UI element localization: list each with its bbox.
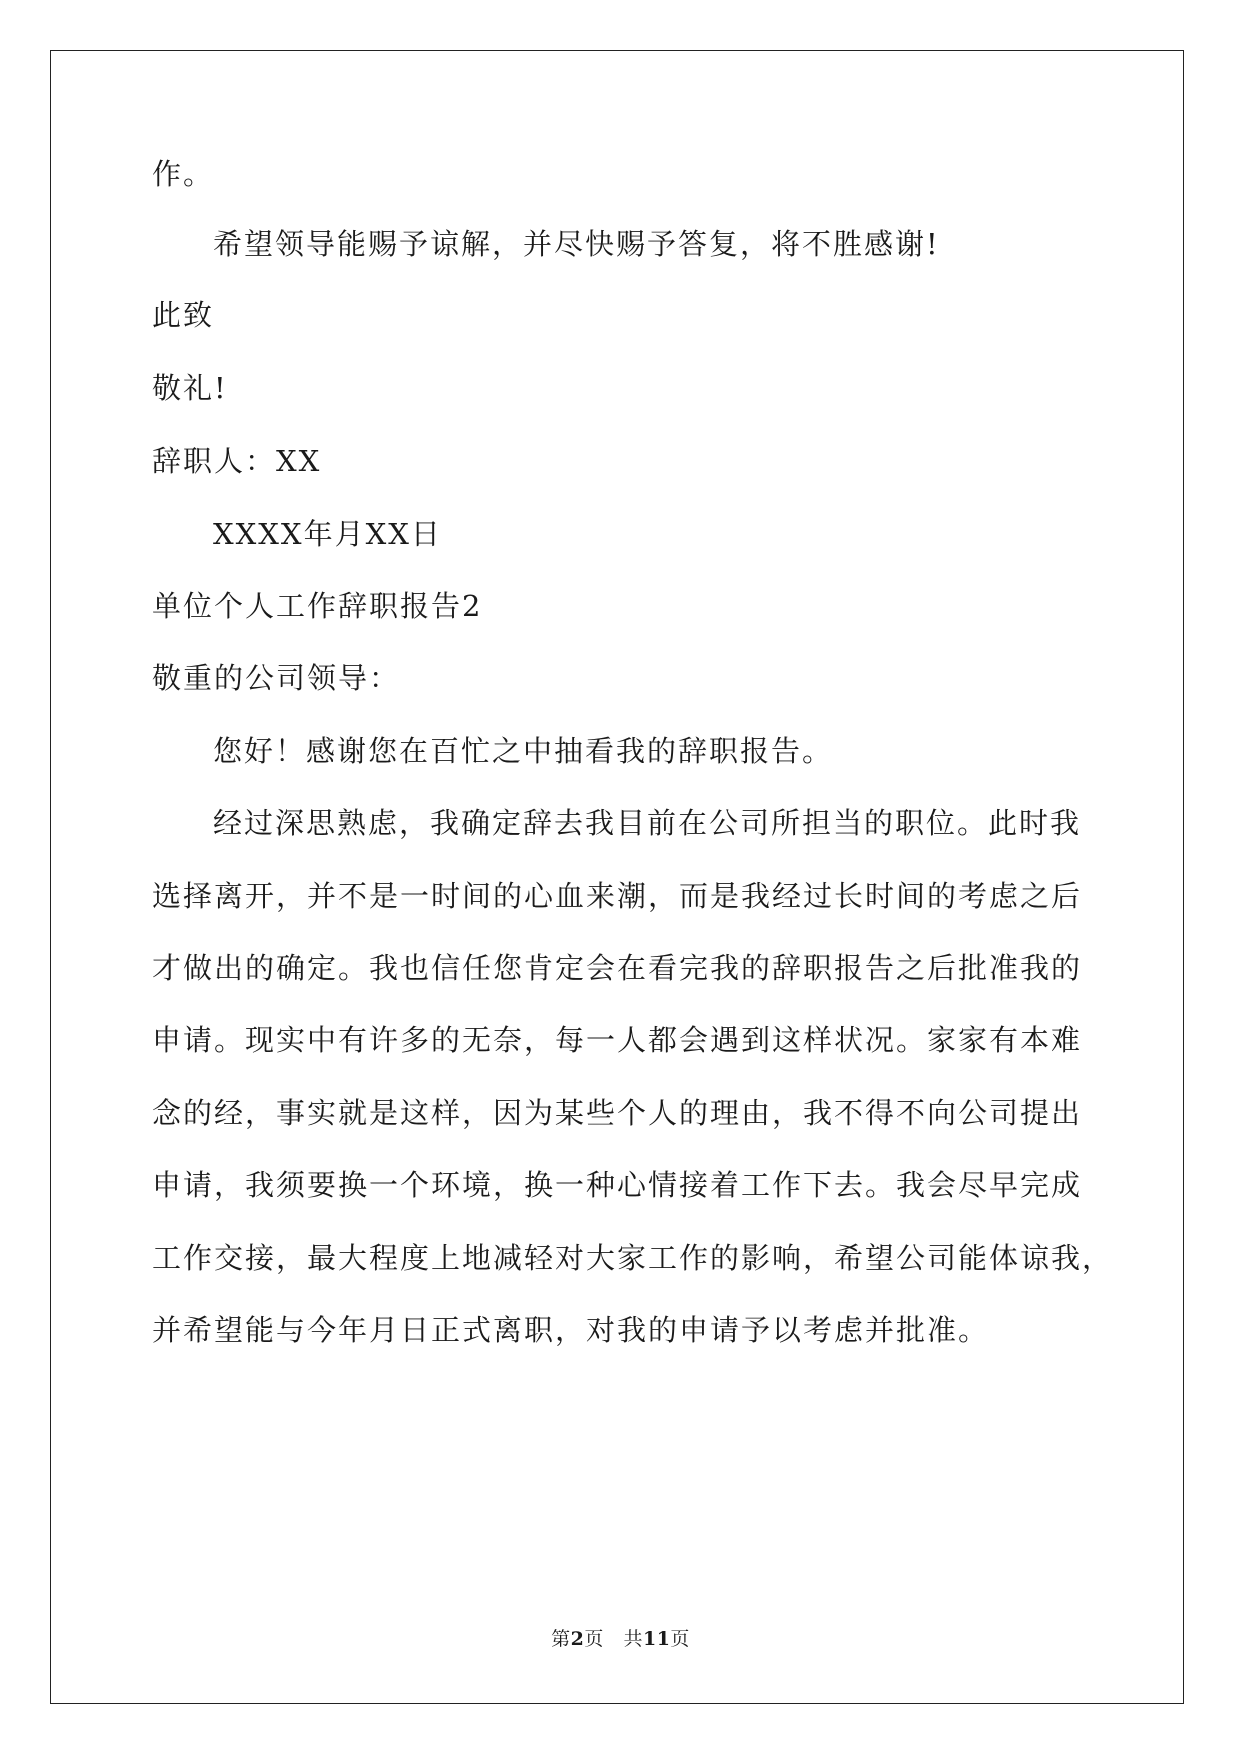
page-suffix: 页 [584, 1628, 604, 1650]
text-line-13: 申请。现实中有许多的无奈，每一人都会遇到这样状况。家家有本难 [152, 1023, 1083, 1057]
text-line-12: 才做出的确定。我也信任您肯定会在看完我的辞职报告之后批准我的 [152, 951, 1083, 985]
page-number: 2 [570, 1628, 585, 1650]
text-line-15: 申请，我须要换一个环境，换一种心情接着工作下去。我会尽早完成 [152, 1168, 1083, 1202]
text-line-9: 您好！感谢您在百忙之中抽看我的辞职报告。 [213, 734, 834, 768]
text-line-salute: 敬礼! [152, 371, 228, 405]
text-line-2: 希望领导能赐予谅解，并尽快赐予答复，将不胜感谢! [213, 227, 940, 261]
text-line-1: 作。 [152, 157, 215, 191]
page-footer [0, 1627, 1241, 1651]
page-border [50, 50, 1184, 1704]
text-line-greeting: 敬重的公司领导： [152, 661, 401, 695]
page-prefix: 第 [551, 1628, 571, 1650]
text-line-signer: 辞职人：XX [152, 444, 322, 478]
text-line-date: XXXX年月XX日 [213, 517, 442, 551]
text-line-10: 经过深思熟虑，我确定辞去我目前在公司所担当的职位。此时我 [213, 806, 1082, 840]
text-line-14: 念的经，事实就是这样，因为某些个人的理由，我不得不向公司提出 [152, 1096, 1083, 1130]
text-line-16: 工作交接，最大程度上地减轻对大家工作的影响，希望公司能体谅我， [152, 1241, 1114, 1275]
text-line-closing: 此致 [152, 298, 215, 332]
text-line-17: 并希望能与今年月日正式离职，对我的申请予以考虑并批准。 [152, 1313, 990, 1347]
section-title: 单位个人工作辞职报告2 [152, 589, 483, 623]
text-line-11: 选择离开，并不是一时间的心血来潮，而是我经过长时间的考虑之后 [152, 879, 1083, 913]
total-prefix: 共 [623, 1628, 643, 1650]
total-pages: 11 [642, 1628, 671, 1650]
total-suffix: 页 [670, 1628, 690, 1650]
